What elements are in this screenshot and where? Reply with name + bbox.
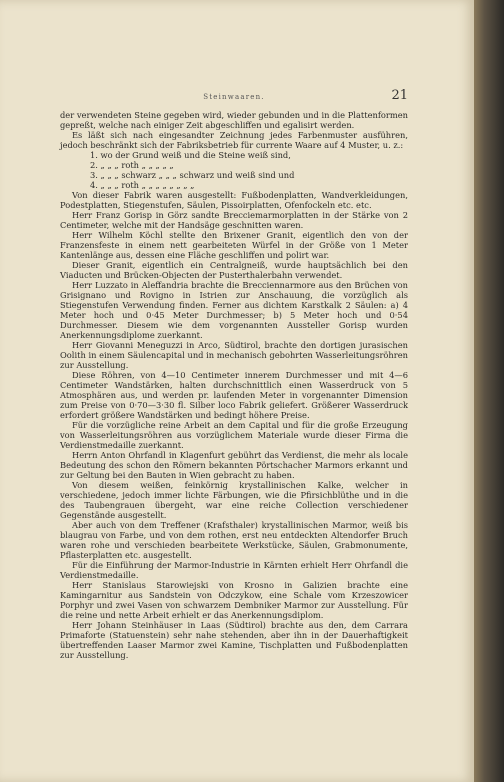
paragraph: Herr Luzzato in Aleffandria brachte die Brecciennarmore aus den Brüchen von Grisignano und Rovigno in Istrien zur Anschauung, die vorzüglich als Stiegenstufen Verwendung finden. Ferner aus dichtem Karstkalk 2 Säulen: a) 4 Meter hoch und 0·45 Meter Durchmesser; b) 5 Meter hoch und 0·54 Durchmesser. Diesem wie dem vorgenannten Aussteller Gorisp wurden Anerkennungsdiplome zuerkannt.	[60, 280, 408, 340]
book-spine-edge	[474, 0, 504, 782]
page-header	[60, 90, 408, 106]
list-item: 3. „ „ „ schwarz „ „ „ schwarz und weiß sind und	[90, 170, 295, 180]
body-text	[60, 110, 408, 660]
paragraph: Herr Wilhelm Köchl stellte den Brixener Granit, eigentlich den von der Franzensfeste in einem nett gearbeiteten Würfel in der Größe von 1 Meter Kantenlänge aus, dessen eine Fläche geschliffen und polirt war.	[60, 230, 408, 260]
page-number: 21	[391, 88, 408, 103]
list-item: 1. wo der Grund weiß und die Steine weiß sind,	[90, 150, 291, 160]
list-item: 4. „ „ „ roth „ „ „ „ „ „ „ „	[90, 180, 195, 190]
paragraph: Dieser Granit, eigentlich ein Centralgneiß, wurde hauptsächlich bei den Viaducten und Brücken-Objecten der Pusterthalerbahn verwendet.	[60, 260, 408, 280]
paragraph: Es läßt sich nach eingesandter Zeichnung jedes Farbenmuster ausführen, jedoch beschränkt sich der Fabriksbetrieb für currente Waare auf 4 Muster, u. z.:	[60, 130, 408, 150]
running-title: Steinwaaren.	[203, 93, 265, 101]
paragraph: Herrn Anton Ohrfandl in Klagenfurt gebührt das Verdienst, die mehr als locale Bedeutung des schon den Römern bekannten Pörtschacher Marmors erkannt und zur Geltung bei den Bauten in Wien gebracht zu haben.	[60, 450, 408, 480]
paragraph: Von diesem weißen, feinkörnig krystallinischen Kalke, welcher in verschiedene, jedoch immer lichte Färbungen, wie die Pfirsichblüthe und in die des Taubengrauen übergeht, war eine reiche Collection verschiedener Gegenstände ausgestellt.	[60, 480, 408, 520]
paragraph: Herr Franz Gorisp in Görz sandte Brecciemarmorplatten in der Stärke von 2 Centimeter, welche mit der Handsäge geschnitten waren.	[60, 210, 408, 230]
paragraph: Diese Röhren, von 4—10 Centimeter innerem Durchmesser und mit 4—6 Centimeter Wandstärken, halten durchschnittlich einen Wasserdruck von 5 Atmosphären aus, und werden pr. laufenden Meter in vorgenannter Dimension zum Preise von 0·70—3·30 fl. Silber loco Fabrik geliefert. Größerer Wasserdruck erfordert größere Wandstärken und bedingt höhere Preise.	[60, 370, 408, 420]
paragraph: Aber auch von dem Treffener (Krafsthaler) krystallinischen Marmor, weiß bis blaugrau von Farbe, und von dem rothen, erst neu entdeckten Altendorfer Bruch waren rohe und verschieden bearbeitete Werkstücke, Säulen, Grabmonumente, Pflasterplatten etc. ausgestellt.	[60, 520, 408, 560]
paragraph: Herr Giovanni Meneguzzi in Arco, Südtirol, brachte den dortigen jurasischen Oolith in einem Säulencapital und in mechanisch gebohrten Wasserleitungsröhren zur Ausstellung.	[60, 340, 408, 370]
paragraph: Herr Johann Steinhäuser in Laas (Südtirol) brachte aus den, dem Carrara Primaforte (Statuenstein) sehr nahe stehenden, aber ihn in der Dauerhaftigkeit übertreffenden Laaser Marmor zwei Kamine, Tischplatten und Fußbodenplatten zur Ausstellung.	[60, 620, 408, 660]
paragraph: der verwendeten Steine gegeben wird, wieder gebunden und in die Plattenformen gepreßt, welche nach einiger Zeit abgeschliffen und egalisirt werden.	[60, 110, 408, 130]
paragraph: Für die Einführung der Marmor-Industrie in Kärnten erhielt Herr Ohrfandl die Verdienstmedaille.	[60, 560, 408, 580]
list-item: 2. „ „ „ roth „ „ „ „ „	[90, 160, 174, 170]
paragraph: Herr Stanislaus Starowiejski von Krosno in Galizien brachte eine Kamingarnitur aus Sandstein von Odczykow, eine Schale vom Krzeszowicer Porphyr und zwei Vasen von schwarzem Dembniker Marmor zur Ausstellung. Für die reine und nette Arbeit erhielt er das Anerkennungsdiplom.	[60, 580, 408, 620]
paragraph: Für die vorzügliche reine Arbeit an dem Capital und für die große Erzeugung von Wasserleitungsröhren aus vorzüglichem Materiale wurde dieser Firma die Verdienstmedaille zuerkannt.	[60, 420, 408, 450]
pattern-list	[60, 150, 408, 190]
paragraph: Von dieser Fabrik waren ausgestellt: Fußbodenplatten, Wandverkleidungen, Podestplatten, Stiegenstufen, Säulen, Pissoirplatten, Ofenfockeln etc. etc.	[60, 190, 408, 210]
